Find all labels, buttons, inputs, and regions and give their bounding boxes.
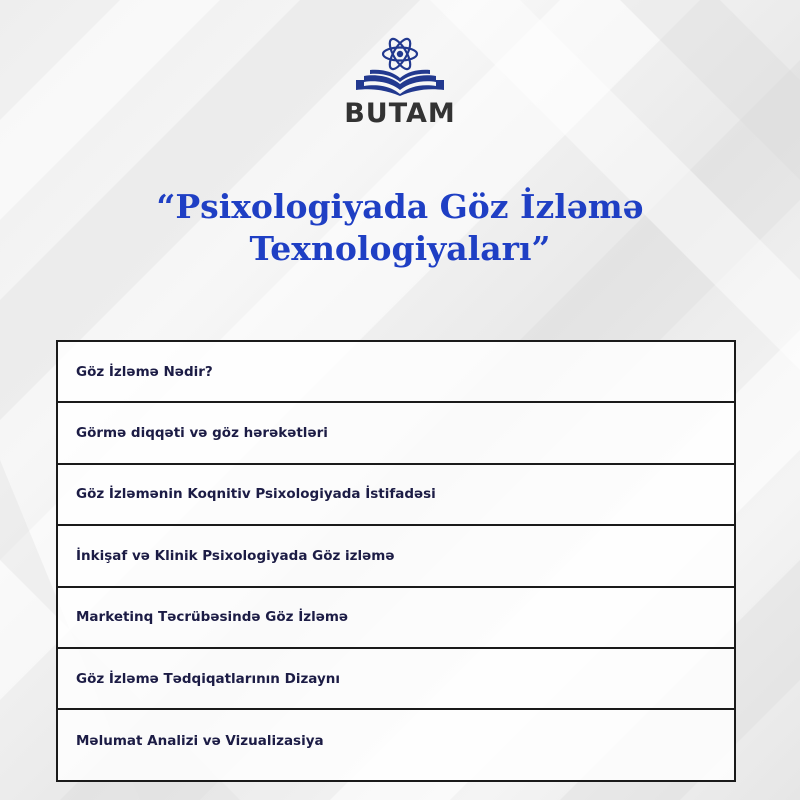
page-title (0, 186, 800, 270)
topic-label: Göz İzləmə Nədir? (76, 363, 213, 380)
title-line-2: Texnologiyaları” (249, 229, 551, 268)
topic-row (58, 526, 734, 587)
topic-row (58, 649, 734, 710)
brand-logo (0, 34, 800, 129)
topic-row (58, 465, 734, 526)
topic-list (56, 340, 736, 782)
topic-row (58, 588, 734, 649)
topic-label: Görmə diqqəti və göz hərəkətləri (76, 425, 328, 442)
atom-book-icon (352, 34, 448, 96)
topic-row (58, 710, 734, 771)
topic-row (58, 403, 734, 464)
topic-label: İnkişaf və Klinik Psixologiyada Göz izləmə (76, 547, 395, 564)
title-line-1: “Psixologiyada Göz İzləmə (156, 187, 644, 226)
topic-label: Məlumat Analizi və Vizualizasiya (76, 733, 324, 750)
topic-row (58, 342, 734, 403)
topic-label: Göz İzləmənin Koqnitiv Psixologiyada İstifadəsi (76, 486, 436, 503)
brand-name: BUTAM (344, 98, 456, 129)
topic-label: Marketinq Təcrübəsində Göz İzləmə (76, 609, 349, 626)
topic-label: Göz İzləmə Tədqiqatlarının Dizaynı (76, 670, 341, 687)
